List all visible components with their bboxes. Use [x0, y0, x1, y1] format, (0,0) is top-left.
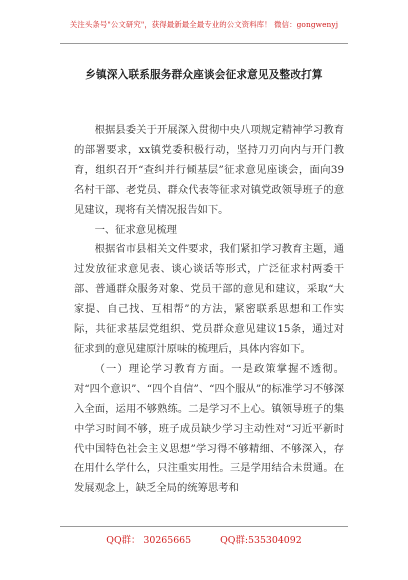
- document-title: 乡镇深入联系服务群众座谈会征求意见及整改打算: [85, 69, 323, 81]
- body-paragraph: 根据省市县相关文件要求，我们紧扣学习教育主题，通过发放征求意见表、谈心谈话等形式，广泛征求村两委干部、普通群众服务对象、党员干部的意见和建议，采取“大家提、自己找、互相帮”的方法，紧密联系思想和工作实际，共征求基层党组织、党员群众意见建议15条，通过对征求到的意见建原汁原味的梳理后，具体内容如下。: [74, 243, 344, 355]
- section-heading: 一、征求意见梳理: [94, 223, 177, 236]
- qq-group-1: QQ群： 30265665: [106, 535, 192, 546]
- body-paragraph: （一）理论学习教育方面。一是政策掌握不透彻。对“四个意识”、“四个自信”、“四个服从”的标准学习不够深入全面，运用不够熟练。二是学习不上心。镇领导班子的集中学习时间不够，班子成员缺少学习主动性对“习近平新时代中国特色社会主义思想”学习得不够精细、不够深入，存在用什么学什么，只注重实用性。三是学用结合未贯通。在发展观念上，缺乏全局的统筹思考和: [74, 362, 344, 495]
- promo-banner: 关注头条号"公文研究"，获得最新最全最专业的公文资料库！ 微信：gongwenyj: [69, 20, 339, 29]
- document-body: [74, 121, 344, 499]
- footer-divider: [60, 526, 348, 527]
- qq-group-2: QQ群:535304092: [220, 535, 302, 546]
- header-divider: [60, 43, 348, 44]
- footer: [0, 532, 408, 546]
- intro-paragraph: 根据县委关于开展深入贯彻中央八项规定精神学习教育的部署要求，xx镇党委积极行动，坚持刀刃向内与开门教育，组织召开“查纠并行倾基层”征求意见座谈会，面向39名村干部、老党员、群众代表等征求对镇党政领导班子的意见建议，现将有关情况报告如下。: [74, 124, 344, 216]
